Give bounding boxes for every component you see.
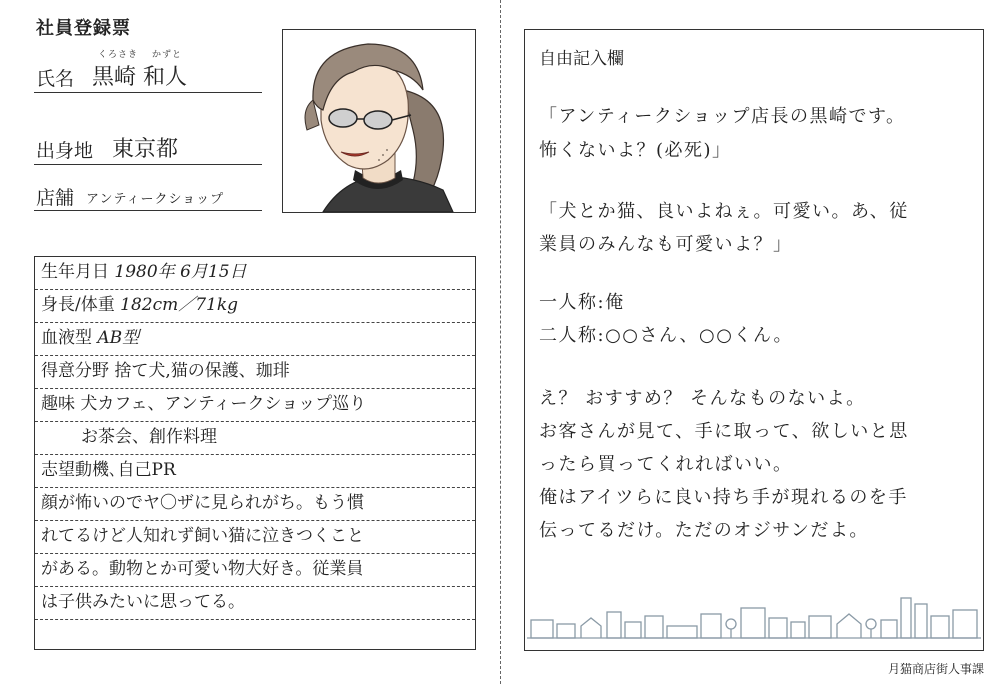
memo-line: 俺はアイツらに良い持ち手が現れるのを手 [539,487,908,508]
memo-line: 「犬とか猫、良いよねぇ。可愛い。あ、従 [539,201,909,222]
name-reading-given: かずと [152,50,183,60]
pr-text-line: 顔が怖いのでヤ〇ザに見られがち。もう慣 [41,493,364,513]
shop-field [34,180,262,211]
free-entry-heading: 自由記入欄 [539,49,624,69]
profile-table [34,256,476,650]
height-weight-label: 身長/体重 [41,295,115,315]
row-pr-line-2 [35,521,475,554]
hobby-value: 犬カフェ、アンティークショップ巡り [80,394,367,414]
row-hobby-continued [35,422,475,455]
shop-label: 店舗 [36,187,75,209]
footer-department: 月猫商店街人事課 [887,662,984,676]
shop-value: アンティークショップ [86,192,225,207]
birthplace-field [34,132,262,165]
memo-line: 業員のみんなも可愛いよ？」 [539,234,793,255]
blood-type-label: 血液型 [41,328,92,348]
center-divider [500,0,501,684]
row-specialty [35,356,475,389]
free-entry-box [524,29,984,651]
memo-line: お客さんが見て、手に取って、欲しいと思 [539,421,909,442]
birthdate-label: 生年月日 [41,262,109,282]
pr-text-line: がある。動物とか可愛い物大好き。従業員 [41,559,364,579]
specialty-value: 捨て犬,猫の保護、珈琲 [114,361,290,381]
row-height-weight [35,290,475,323]
motivation-label: 志望動機､自己PR [41,460,176,480]
row-pr-line-1 [35,488,475,521]
row-birthdate [35,257,475,290]
blood-type-value: AB型 [97,328,140,348]
row-blood-type [35,323,475,356]
memo-line: 「アンティークショップ店長の黒崎です。 [539,106,906,127]
birthplace-value: 東京都 [112,137,179,162]
memo-line: 一人称:俺 [539,292,625,313]
hobby-label: 趣味 [41,394,75,414]
character-portrait-illustration [283,30,475,212]
pr-text-line: れてるけど人知れず飼い猫に泣きつくこと [41,526,364,546]
form-title: 社員登録票 [36,18,131,39]
memo-line: 二人称:○○さん、○○くん。 [539,325,794,346]
row-pr-line-5 [35,620,475,653]
name-label: 氏名 [36,68,75,90]
hobby-value-continued: お茶会、創作料理 [81,427,217,447]
specialty-label: 得意分野 [41,361,109,381]
name-reading-family: くろさき [98,50,139,60]
memo-line: 怖くないよ？(必死)」 [539,140,732,161]
name-value: 黒崎 和人 [92,65,187,90]
birthdate-value: 1980年 6月15日 [114,262,247,282]
birthplace-label: 出身地 [36,140,94,162]
height-weight-value: 182cm／71kg [120,295,239,315]
row-hobby [35,389,475,422]
memo-line: ったら買ってくれればいい。 [539,454,793,475]
row-pr-line-3 [35,554,475,587]
character-portrait [282,29,476,213]
memo-line: え？ おすすめ？ そんなものないよ。 [539,388,866,409]
pr-text-line: は子供みたいに思ってる。 [41,592,245,612]
townscape-skyline-illustration [525,590,983,650]
row-motivation-heading [35,455,475,488]
row-pr-line-4 [35,587,475,620]
name-field [34,60,262,93]
memo-line: 伝ってるだけ。ただのオジサンだよ。 [539,520,869,541]
